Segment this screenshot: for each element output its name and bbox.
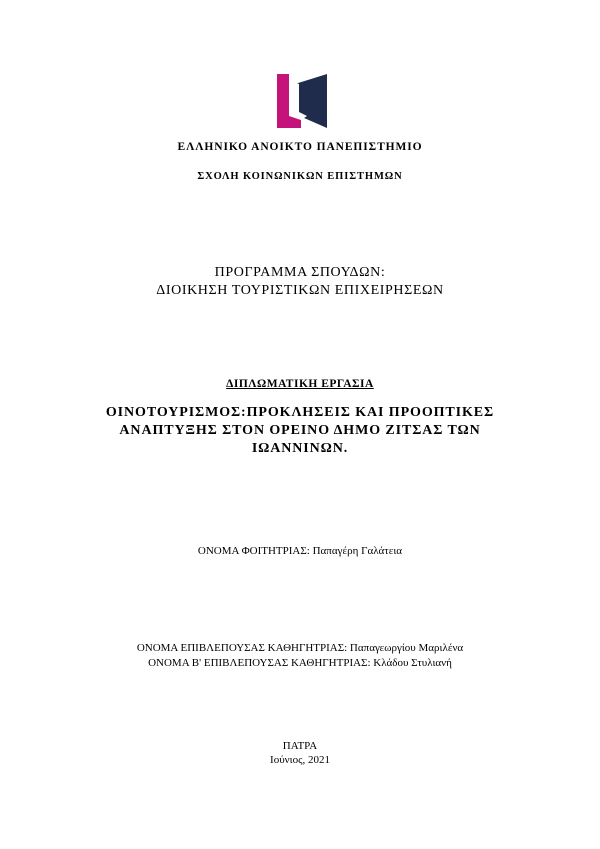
thesis-title-line: ΟΙΝΟΤΟΥΡΙΣΜΟΣ:ΠΡΟΚΛΗΣΕΙΣ ΚΑΙ ΠΡΟΟΠΤΙΚΕΣ — [105, 405, 495, 420]
university-logo-icon — [277, 74, 327, 128]
program-name: ΔΙΟΙΚΗΣΗ ΤΟΥΡΙΣΤΙΚΩΝ ΕΠΙΧΕΙΡΗΣΕΩΝ — [156, 283, 444, 298]
thesis-title-line: ΑΝΑΠΤΥΞΗΣ ΣΤΟΝ ΟΡΕΙΝΟ ΔΗΜΟ ΖΙΤΣΑΣ ΤΩΝ — [119, 423, 481, 438]
thesis-type-label: ΔΙΠΛΩΜΑΤΙΚΗ ΕΡΓΑΣΙΑ — [226, 378, 374, 390]
university-name: ΕΛΛΗΝΙΚΟ ΑΝΟΙΚΤΟ ΠΑΝΕΠΙΣΤΗΜΙΟ — [177, 141, 423, 153]
student-name: ΟΝΟΜΑ ΦΟΙΤΗΤΡΙΑΣ: Παπαγέρη Γαλάτεια — [197, 545, 403, 557]
supervisor-primary: ΟΝΟΜΑ ΕΠΙΒΛΕΠΟΥΣΑΣ ΚΑΘΗΓΗΤΡΙΑΣ: Παπαγεωργίου Μαριλένα — [136, 642, 464, 654]
city: ΠΑΤΡΑ — [282, 740, 318, 752]
school-name: ΣΧΟΛΗ ΚΟΙΝΩΝΙΚΩΝ ΕΠΙΣΤΗΜΩΝ — [197, 171, 403, 182]
date: Ιούνιος, 2021 — [270, 754, 330, 766]
program-label: ΠΡΟΓΡΑΜΜΑ ΣΠΟΥΔΩΝ: — [214, 265, 386, 280]
supervisor-secondary: ΟΝΟΜΑ Β' ΕΠΙΒΛΕΠΟΥΣΑΣ ΚΑΘΗΓΗΤΡΙΑΣ: Κλάδου Στυλιανή — [148, 657, 452, 669]
thesis-title-line: ΙΩΑΝΝΙΝΩΝ. — [251, 441, 349, 456]
thesis-type — [0, 378, 600, 390]
